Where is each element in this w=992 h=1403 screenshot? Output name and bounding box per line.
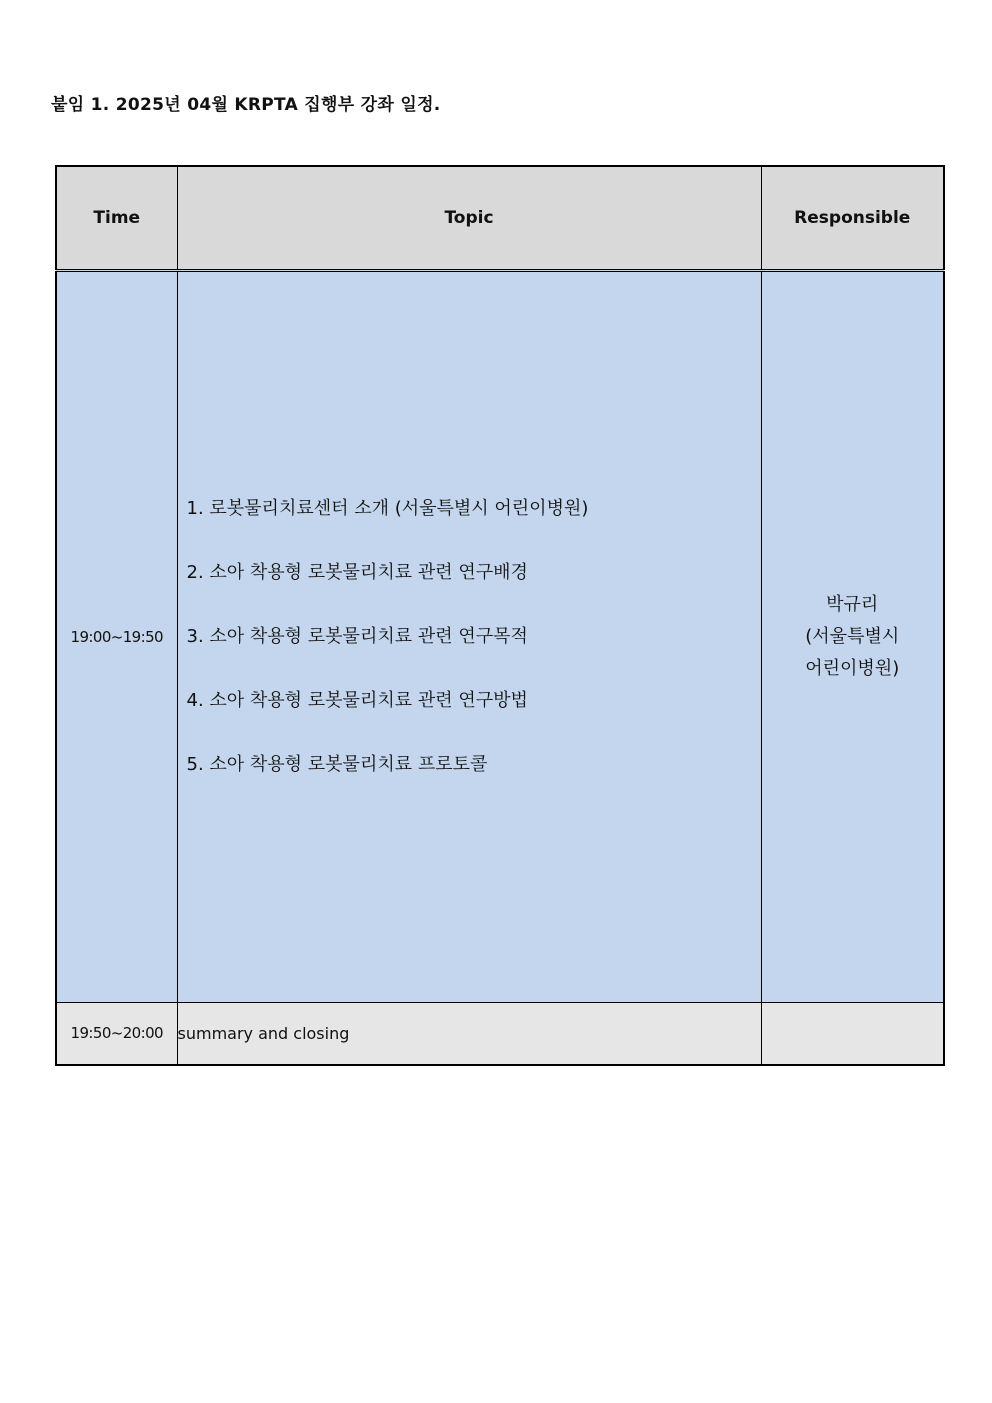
responsible-column-header: Responsible [761, 166, 944, 270]
topic-item: 2. 소아 착용형 로봇물리치료 관련 연구배경 [186, 561, 528, 583]
table-header-row [56, 166, 944, 270]
schedule-table [55, 165, 945, 1066]
time-column-header: Time [56, 166, 177, 270]
session-responsible [761, 270, 944, 1002]
topic-column-header: Topic [177, 166, 761, 270]
topic-item: 4. 소아 착용형 로봇물리치료 관련 연구방법 [186, 689, 528, 711]
responsible-org-line1: (서울특별시 [805, 625, 900, 647]
closing-topic: summary and closing [177, 1002, 761, 1065]
session-topics-cell [177, 270, 761, 1002]
session-time: 19:00~19:50 [56, 270, 177, 1002]
responsible-org-line2: 어린이병원) [805, 657, 900, 679]
closing-responsible [761, 1002, 944, 1065]
closing-time: 19:50~20:00 [56, 1002, 177, 1065]
topic-item: 5. 소아 착용형 로봇물리치료 프로토콜 [186, 753, 488, 775]
topic-item: 1. 로봇물리치료센터 소개 (서울특별시 어린이병원) [186, 497, 589, 519]
topic-list [178, 496, 761, 778]
topic-item: 3. 소아 착용형 로봇물리치료 관련 연구목적 [186, 625, 528, 647]
table-row [56, 270, 944, 1002]
table-row [56, 1002, 944, 1065]
responsible-name: 박규리 [826, 593, 879, 615]
document-title: 붙임 1. 2025년 04월 KRPTA 집행부 강좌 일정. [51, 95, 441, 115]
